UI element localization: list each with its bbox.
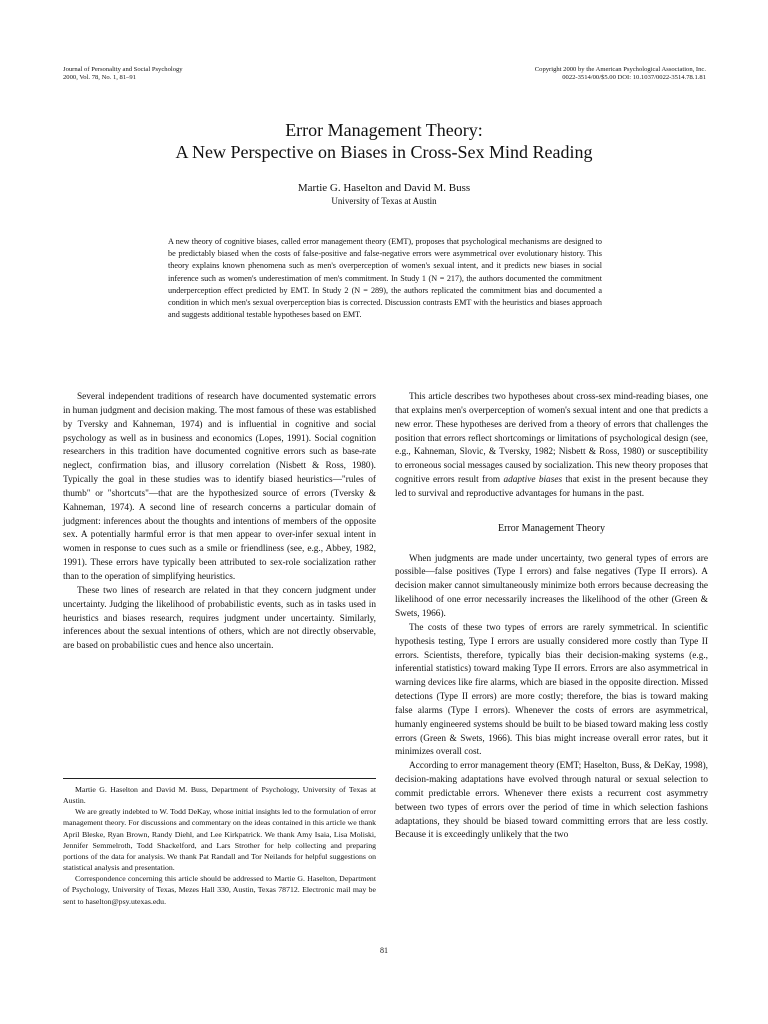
section-heading: Error Management Theory bbox=[498, 522, 605, 534]
journal-name: Journal of Personality and Social Psychology bbox=[63, 66, 183, 73]
body-paragraph: The costs of these two types of errors are rarely symmetrical. In scientific hypothesis testing, Type I errors are usually considered more costly than Type II errors. Scientists, therefore, typically bias their decision-making systems (e.g., inferential statistics) toward making Type II errors. Errors are also asymmetrical in warning devices like fire alarms, which are biased in the opposite direction. Missed detections (Type II errors) are more costly; therefore, the bias is toward making false alarms (Type I errors). Whenever the costs of errors are asymmetrical, humanly engineered systems should be built to be biased toward making less costly errors (Green & Swets, 1966). This bias might increase overall error rates, but it minimizes overall cost. bbox=[395, 622, 708, 758]
footnote-paragraph: Correspondence concerning this article should be addressed to Martie G. Haselton, Department of Psychology, University of Texas, Mezes Hall 330, Austin, Texas 78712. Electronic mail may be sent to haselton@psy.utexas.edu. bbox=[63, 874, 376, 906]
article-title bbox=[0, 119, 768, 163]
abstract: A new theory of cognitive biases, called error management theory (EMT), proposes that psychological mechanisms are designed to be predictably biased when the costs of false-positive and false-negative errors were asymmetrical over evolutionary history. This theory explains known phenomena such as men's overperception of women's sexual intent, and it predicts new biases in social inference such as women's underestimation of men's commitment. In Study 1 (N = 217), the authors documented the commitment underperception effect predicted by EMT. In Study 2 (N = 289), the authors replicated the commitment bias and documented a condition in which men's sexual overperception bias is corrected. Discussion contrasts EMT with the heuristics and biases approach and suggests additional testable hypotheses based on EMT. bbox=[168, 237, 602, 320]
intro-paragraph bbox=[395, 391, 708, 502]
right-column bbox=[395, 391, 708, 843]
footnote-paragraph: We are greatly indebted to W. Todd DeKay, whose initial insights led to the formulation of error management theory. For discussions and commentary on the ideas contained in this article we thank April Bleske, Ryan Brown, Randy Diehl, and Lee Kirkpatrick. We thank Amy Isaia, Lisa Moliski, Jennifer Semmelroth, Todd Shackelford, and Lars Strother for help collecting and preparing portions of the data for analysis. We thank Pat Randall and Tor Neilands for helpful suggestions on statistical analysis and presentation. bbox=[63, 807, 376, 873]
emphasis-term: adaptive biases bbox=[503, 475, 563, 486]
journal-citation bbox=[63, 66, 183, 82]
intro-text-end: that exist in the present because they led to survival and reproductive advantages for humans in the past. bbox=[395, 475, 708, 499]
page-number: 81 bbox=[380, 946, 388, 955]
doi-line: 0022-3514/00/$5.00 DOI: 10.1037/0022-3514.78.1.81 bbox=[562, 74, 706, 81]
body-paragraph: These two lines of research are related in that they concern judgment under uncertainty. Judging the likelihood of probabilistic events, such as in tasks used in heuristics and biases research, requires judgment under uncertainty. Similarly, inferences about the sexual intentions of others, which are not directly observable, are based on probabilistic cues and hence also uncertain. bbox=[63, 585, 376, 652]
body-paragraph: Several independent traditions of research have documented systematic errors in human judgment and decision making. The most famous of these was established by Tversky and Kahneman, 1974) and is influential in cognitive and social psychology as well as in business and economics (Lopes, 1991). Social cognition researchers in this tradition have documented cognitive errors such as base-rate neglect, confirmation bias, and illusory correlation (Nisbett & Ross, 1980). Typically the goal in these studies was to identify biased heuristics—"rules of thumb" or "shortcuts"—that are the hypothesized source of errors (Tversky & Kahneman, 1974). A second line of research concerns a particular domain of judgment: inferences about the thoughts and intentions of members of the opposite sex. A potentially harmful error is that men appear to over-infer sexual intent in women in response to cues such as a smile or friendliness (see, e.g., Abbey, 1982, 1991). These errors have typically been attributed to sex-role socialization rather than to the operation of simplifying heuristics. bbox=[63, 392, 376, 582]
body-paragraph: When judgments are made under uncertainty, two general types of errors are possible—false positives (Type I errors) and false negatives (Type II errors). A decision maker cannot simultaneously minimize both errors because decreasing the likelihood of one error necessarily increases the likelihood of the other (Green & Swets, 1966). bbox=[395, 553, 708, 619]
title-line-2: A New Perspective on Biases in Cross-Sex Mind Reading bbox=[175, 142, 593, 162]
journal-volume: 2000, Vol. 78, No. 1, 81–91 bbox=[63, 74, 137, 81]
title-line-1: Error Management Theory: bbox=[285, 120, 483, 140]
body-paragraph: According to error management theory (EMT; Haselton, Buss, & DeKay, 1998), decision-making adaptations have evolved through natural or sexual selection to commit predictable errors. Whenever there exists a recurrent cost asymmetry between two types of errors over the period of time in which selection fashions adaptations, they should be biased toward committing errors that are less costly. Because it is exceedingly unlikely that the two bbox=[395, 761, 708, 841]
left-column bbox=[63, 391, 376, 654]
intro-text: This article describes two hypotheses about cross-sex mind-reading biases, one that explains men's overperception of women's sexual intent and one that predicts a new error. These hypotheses are derived from a theory of errors that challenges the position that errors reflect shortcomings or limitations of psychological design (see, e.g., Kahneman, Slovic, & Tversky, 1982; Nisbett & Ross, 1980) or susceptibility to erroneous social messages caused by socialization. This new theory proposes that cognitive errors result from bbox=[395, 392, 708, 486]
footnote-divider bbox=[63, 778, 376, 779]
copyright-line: Copyright 2000 by the American Psychological Association, Inc. bbox=[534, 66, 706, 73]
footnote-paragraph: Martie G. Haselton and David M. Buss, Department of Psychology, University of Texas at Austin. bbox=[63, 785, 376, 806]
author-note bbox=[63, 784, 376, 907]
copyright-block bbox=[535, 66, 706, 82]
author-affiliation: University of Texas at Austin bbox=[331, 196, 437, 206]
author-names: Martie G. Haselton and David M. Buss bbox=[297, 182, 471, 194]
